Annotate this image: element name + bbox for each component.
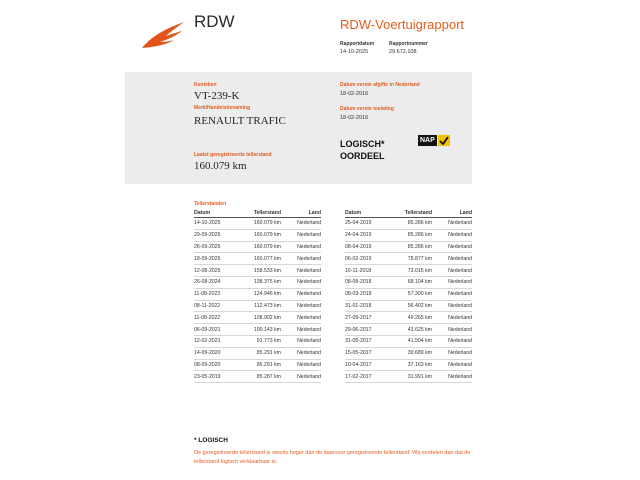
report-number-label: Rapportnummer [389, 41, 428, 47]
cell-country: Nederland [432, 276, 472, 288]
cell-country: Nederland [432, 253, 472, 265]
last-odometer-value: 160.079 km [194, 160, 247, 172]
odometer-history-title: Tellerstanden [194, 201, 227, 207]
cell-date: 25-04-2019 [345, 218, 391, 230]
table-row [194, 359, 321, 371]
table-row [345, 300, 472, 312]
cell-country: Nederland [281, 335, 321, 347]
make-label: Merk/Handelsbenaming [194, 105, 251, 111]
cell-date: 24-04-2019 [345, 229, 391, 241]
first-admission-value: 18-02-2016 [340, 115, 369, 121]
cell-date: 29-06-2017 [345, 324, 391, 336]
table-row [194, 276, 321, 288]
document-title: RDW-Voertuigrapport [340, 17, 465, 32]
cell-country: Nederland [281, 276, 321, 288]
cell-country: Nederland [432, 312, 472, 324]
odometer-table-right [345, 209, 472, 383]
table-row [194, 241, 321, 253]
cell-date: 12-02-2021 [194, 335, 240, 347]
cell-country: Nederland [432, 265, 472, 277]
cell-date: 27-09-2017 [345, 312, 391, 324]
cell-odometer: 73.015 km [391, 265, 432, 277]
cell-date: 08-08-2018 [345, 276, 391, 288]
cell-country: Nederland [281, 241, 321, 253]
cell-odometer: 31.991 km [391, 371, 432, 383]
cell-odometer: 91.773 km [240, 335, 281, 347]
column-header-odometer: Tellerstand [240, 209, 281, 218]
cell-date: 17-02-2017 [345, 371, 391, 383]
table-header-row [194, 209, 321, 218]
first-admission-label: Datum eerste toelating [340, 106, 394, 112]
cell-date: 14-10-2025 [194, 218, 240, 230]
table-row [194, 324, 321, 336]
table-row [345, 218, 472, 230]
license-plate-label: Kenteken [194, 82, 217, 88]
report-date-label: Rapportdatum [340, 41, 375, 47]
cell-country: Nederland [432, 324, 472, 336]
table-row [345, 265, 472, 277]
column-header-country: Land [281, 209, 321, 218]
footnote-title: * LOGISCH [194, 437, 228, 444]
cell-date: 26-09-2025 [194, 241, 240, 253]
cell-date: 11-08-2022 [194, 312, 240, 324]
table-row [345, 288, 472, 300]
odometer-verdict [340, 138, 385, 162]
cell-country: Nederland [432, 229, 472, 241]
cell-date: 26-08-2024 [194, 276, 240, 288]
cell-date: 08-11-2022 [194, 300, 240, 312]
verdict-line-2: OORDEEL [340, 151, 385, 161]
cell-odometer: 100.143 km [240, 324, 281, 336]
cell-odometer: 85.286 km [391, 218, 432, 230]
cell-odometer: 85.286 km [391, 241, 432, 253]
cell-country: Nederland [432, 300, 472, 312]
cell-date: 29-09-2025 [194, 229, 240, 241]
cell-date: 16-11-2018 [345, 265, 391, 277]
first-issue-value: 18-02-2016 [340, 91, 369, 97]
cell-date: 12-08-2025 [194, 265, 240, 277]
cell-country: Nederland [432, 241, 472, 253]
cell-date: 08-03-2018 [345, 288, 391, 300]
table-row [345, 241, 472, 253]
cell-country: Nederland [281, 229, 321, 241]
cell-country: Nederland [281, 312, 321, 324]
cell-country: Nederland [281, 288, 321, 300]
cell-country: Nederland [281, 300, 321, 312]
table-row [194, 312, 321, 324]
cell-odometer: 85.286 km [391, 229, 432, 241]
cell-odometer: 160.079 km [240, 229, 281, 241]
cell-country: Nederland [281, 218, 321, 230]
rdw-logo [140, 18, 188, 50]
nap-logo [418, 134, 450, 146]
brand-name: RDW [194, 12, 235, 31]
cell-odometer: 108.902 km [240, 312, 281, 324]
table-row [194, 335, 321, 347]
table-row [194, 371, 321, 383]
cell-date: 11-08-2023 [194, 288, 240, 300]
last-odometer-label: Laatst geregistreerde tellerstand [194, 152, 272, 158]
cell-odometer: 39.689 km [391, 347, 432, 359]
cell-odometer: 78.877 km [391, 253, 432, 265]
report-date-value: 14-10-2025 [340, 49, 369, 55]
table-row [345, 371, 472, 383]
table-row [194, 253, 321, 265]
cell-odometer: 160.077 km [240, 253, 281, 265]
cell-country: Nederland [432, 335, 472, 347]
cell-odometer: 160.079 km [240, 218, 281, 230]
cell-date: 10-04-2017 [345, 359, 391, 371]
cell-country: Nederland [432, 218, 472, 230]
make-value: RENAULT TRAFIC [194, 115, 286, 127]
cell-country: Nederland [281, 253, 321, 265]
cell-country: Nederland [432, 371, 472, 383]
first-issue-label: Datum eerste afgifte in Nederland [340, 82, 420, 88]
cell-date: 08-09-2020 [194, 359, 240, 371]
table-row [194, 265, 321, 277]
cell-country: Nederland [281, 265, 321, 277]
table-row [194, 347, 321, 359]
cell-odometer: 124.946 km [240, 288, 281, 300]
cell-country: Nederland [432, 288, 472, 300]
column-header-country: Land [432, 209, 472, 218]
rdw-wing-icon [140, 18, 188, 50]
cell-date: 15-05-2017 [345, 347, 391, 359]
table-header-row [345, 209, 472, 218]
footnote-text: De geregistreerde tellerstand is steeds hoger dan de daarvoor geregistreerde tellerstand. Wij oordelen dan dat de tellerstand logisch verklaarbaar is. [194, 450, 471, 465]
cell-odometer: 41.504 km [391, 335, 432, 347]
cell-odometer: 56.402 km [391, 300, 432, 312]
column-header-odometer: Tellerstand [391, 209, 432, 218]
cell-odometer: 160.079 km [240, 241, 281, 253]
odometer-table-left [194, 209, 321, 383]
cell-odometer: 49.265 km [391, 312, 432, 324]
verdict-line-1: LOGISCH* [340, 139, 385, 149]
cell-country: Nederland [432, 347, 472, 359]
table-row [345, 324, 472, 336]
cell-date: 31-01-2018 [345, 300, 391, 312]
license-plate-value: VT-239-K [194, 90, 240, 102]
cell-country: Nederland [432, 359, 472, 371]
cell-odometer: 37.163 km [391, 359, 432, 371]
cell-date: 23-05-2019 [194, 371, 240, 383]
cell-date: 18-09-2025 [194, 253, 240, 265]
table-row [345, 276, 472, 288]
table-row [194, 218, 321, 230]
nap-logo-text: NAP [420, 136, 435, 144]
column-header-date: Datum [194, 209, 240, 218]
cell-odometer: 158.533 km [240, 265, 281, 277]
cell-date: 14-09-2020 [194, 347, 240, 359]
table-row [194, 229, 321, 241]
cell-country: Nederland [281, 371, 321, 383]
table-row [345, 253, 472, 265]
column-header-date: Datum [345, 209, 391, 218]
report-number-value: 29.672.108 [389, 49, 417, 55]
table-row [194, 288, 321, 300]
table-row [345, 347, 472, 359]
vehicle-summary-panel [125, 72, 472, 184]
cell-odometer: 57.300 km [391, 288, 432, 300]
cell-odometer: 43.625 km [391, 324, 432, 336]
cell-odometer: 112.473 km [240, 300, 281, 312]
cell-odometer: 138.375 km [240, 276, 281, 288]
cell-country: Nederland [281, 359, 321, 371]
cell-odometer: 85.291 km [240, 359, 281, 371]
table-row [345, 312, 472, 324]
cell-date: 06-02-2019 [345, 253, 391, 265]
cell-country: Nederland [281, 324, 321, 336]
cell-date: 31-05-2017 [345, 335, 391, 347]
table-row [194, 300, 321, 312]
cell-odometer: 85.287 km [240, 371, 281, 383]
cell-odometer: 85.291 km [240, 347, 281, 359]
cell-date: 08-04-2019 [345, 241, 391, 253]
cell-country: Nederland [281, 347, 321, 359]
table-row [345, 359, 472, 371]
nap-checkmark-icon [438, 135, 450, 146]
cell-date: 06-09-2021 [194, 324, 240, 336]
table-row [345, 335, 472, 347]
cell-odometer: 68.104 km [391, 276, 432, 288]
table-row [345, 229, 472, 241]
